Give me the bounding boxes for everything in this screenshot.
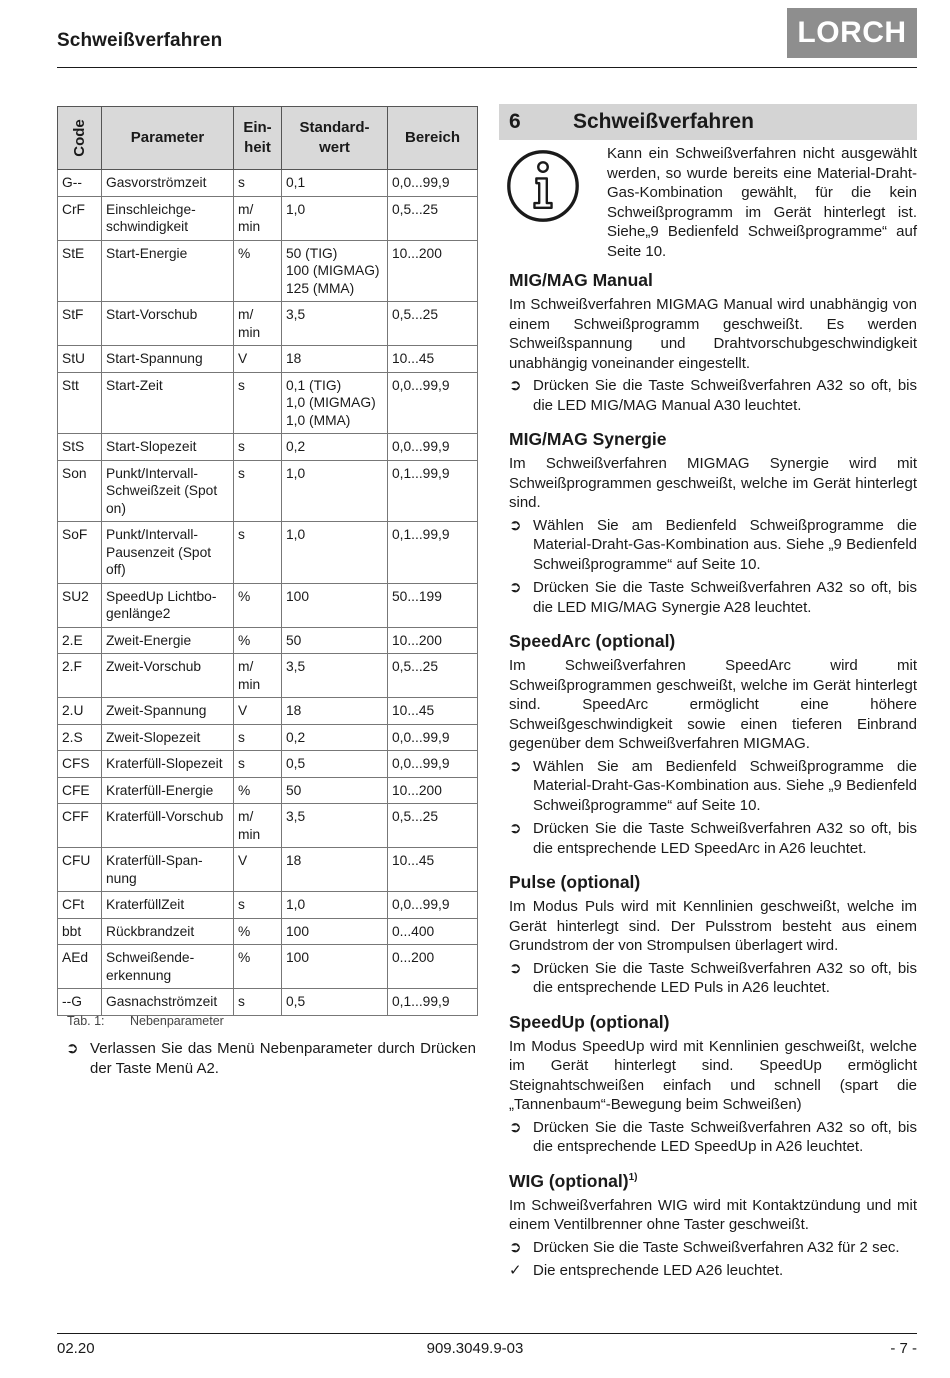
cell-unit: s — [234, 522, 282, 584]
table-row — [58, 460, 478, 522]
cell-standard: 18 — [282, 698, 388, 725]
cell-parameter: Punkt/Intervall- Pausenzeit (Spot off) — [102, 522, 234, 584]
cell-code: SU2 — [58, 583, 102, 627]
step-arrow-icon: ➲ — [509, 1118, 522, 1136]
cell-parameter: Zweit-Energie — [102, 627, 234, 654]
cell-standard: 1,0 — [282, 460, 388, 522]
wig-text: Im Schweißverfahren WIG wird mit Kontaktzündung und mit einem Ventilbrenner ohne Taster geschweißt. — [509, 1196, 917, 1233]
footnote-mark: 1) — [628, 1171, 638, 1183]
cell-unit: m/ min — [234, 654, 282, 698]
cell-range: 0,1...99,9 — [388, 460, 478, 522]
cell-standard: 1,0 — [282, 522, 388, 584]
cell-standard: 3,5 — [282, 302, 388, 346]
table-row — [58, 372, 478, 434]
cell-parameter: Rückbrandzeit — [102, 918, 234, 945]
step-text: Drücken Sie die Taste Schweißverfahren A32 so oft, bis die LED MIG/MAG Synergie A28 leuchtet. — [533, 579, 917, 616]
step-text: Wählen Sie am Bedienfeld Schweißprogramme die Material-Draht-Gas-Kombination aus. Siehe „9 Bedienfeld Schweißprogramme“ auf Seite 10. — [533, 516, 917, 573]
cell-standard: 50 — [282, 627, 388, 654]
cell-standard: 0,1 — [282, 170, 388, 197]
step-arrow-icon: ➲ — [509, 1238, 522, 1256]
table-row — [58, 240, 478, 302]
table-body — [58, 170, 478, 1016]
cell-code: CFt — [58, 892, 102, 919]
footer-doc-number: 909.3049.9-03 — [426, 1340, 524, 1357]
cell-code: CFU — [58, 848, 102, 892]
cell-code: bbt — [58, 918, 102, 945]
table-row — [58, 751, 478, 778]
cell-range: 10...200 — [388, 627, 478, 654]
wig-heading: WIG (optional)$^{1)}$ — [509, 1170, 638, 1191]
cell-parameter: Start-Spannung — [102, 346, 234, 373]
table-caption-text: Nebenparameter — [130, 1014, 224, 1028]
cell-standard: 1,0 — [282, 892, 388, 919]
cell-range: 0,0...99,9 — [388, 170, 478, 197]
wig-step — [509, 1238, 917, 1258]
cell-code: CrF — [58, 196, 102, 240]
cell-code: 2.S — [58, 724, 102, 751]
cell-unit: s — [234, 460, 282, 522]
column-header-range: Bereich — [388, 107, 478, 170]
page-header-title: Schweißverfahren — [57, 30, 223, 51]
cell-parameter: Start-Vorschub — [102, 302, 234, 346]
instruction-step — [509, 819, 917, 858]
cell-unit: s — [234, 434, 282, 461]
cell-range: 0,0...99,9 — [388, 892, 478, 919]
table-row — [58, 698, 478, 725]
process-block — [509, 270, 917, 415]
cell-unit: s — [234, 724, 282, 751]
step-text: Verlassen Sie das Menü Nebenparameter durch Drücken der Taste Menü A2. — [90, 1040, 476, 1077]
cell-parameter: SpeedUp Lichtbo- genlänge2 — [102, 583, 234, 627]
instruction-step — [509, 376, 917, 415]
cell-parameter: Kraterfüll-Span- nung — [102, 848, 234, 892]
cell-standard: 50 — [282, 777, 388, 804]
info-text: Kann ein Schweißverfahren nicht ausgewählt werden, so wurde bereits eine Material-Draht-Gas-Kombination gewählt, für die kein Schweißprogramm im Gerät hinterlegt ist. Siehe„9 Bedienfeld Schweißprogramme“ auf Seite 10. — [607, 145, 917, 260]
step-arrow-icon: ➲ — [509, 579, 522, 596]
cell-unit: m/ min — [234, 196, 282, 240]
cell-unit: s — [234, 989, 282, 1016]
table-caption-number: Tab. 1: — [67, 1014, 105, 1028]
cell-range: 10...45 — [388, 848, 478, 892]
process-heading: MIG/MAG Manual — [509, 270, 653, 290]
step-arrow-icon: ➲ — [509, 820, 522, 837]
table-row — [58, 170, 478, 197]
cell-range: 0...200 — [388, 945, 478, 989]
cell-code: StU — [58, 346, 102, 373]
section-number: 6 — [509, 110, 521, 133]
cell-code: 2.E — [58, 627, 102, 654]
cell-standard: 0,5 — [282, 989, 388, 1016]
cell-parameter: Start-Zeit — [102, 372, 234, 434]
cell-parameter: KraterfüllZeit — [102, 892, 234, 919]
result-text: Die entsprechende LED A26 leuchtet. — [533, 1262, 784, 1279]
table-row — [58, 434, 478, 461]
table-row — [58, 945, 478, 989]
cell-standard: 100 — [282, 945, 388, 989]
cell-parameter: Zweit-Vorschub — [102, 654, 234, 698]
cell-range: 10...200 — [388, 240, 478, 302]
instruction-step — [509, 959, 917, 998]
instruction-step — [509, 757, 917, 816]
step-arrow-icon: ➲ — [509, 959, 522, 977]
process-block — [509, 429, 917, 617]
table-row — [58, 777, 478, 804]
table-row — [58, 346, 478, 373]
cell-code: AEd — [58, 945, 102, 989]
cell-parameter: Zweit-Slopezeit — [102, 724, 234, 751]
wig-block — [509, 1171, 917, 1281]
process-text: Im Modus Puls wird mit Kennlinien geschweißt, welche im Gerät hinterlegt sind. Der Pulsstrom besteht aus einem Grundstrom der von Strompulsen überlagert wird. — [509, 898, 917, 954]
cell-unit: V — [234, 848, 282, 892]
cell-standard: 18 — [282, 848, 388, 892]
step-text: Drücken Sie die Taste Schweißverfahren A32 so oft, bis die entsprechende LED SpeedUp in A26 leuchtet. — [533, 1118, 917, 1155]
cell-range: 0...400 — [388, 918, 478, 945]
cell-standard: 0,1 (TIG) 1,0 (MIGMAG) 1,0 (MMA) — [282, 372, 388, 434]
cell-unit: % — [234, 627, 282, 654]
cell-code: 2.U — [58, 698, 102, 725]
cell-unit: s — [234, 372, 282, 434]
table-row — [58, 804, 478, 848]
header-rule — [57, 67, 917, 68]
info-note — [499, 140, 917, 260]
process-heading: SpeedUp (optional) — [509, 1011, 670, 1032]
table-row — [58, 724, 478, 751]
cell-range: 0,0...99,9 — [388, 434, 478, 461]
cell-unit: % — [234, 945, 282, 989]
cell-standard: 100 — [282, 918, 388, 945]
step-text: Drücken Sie die Taste Schweißverfahren A32 so oft, bis die LED MIG/MAG Manual A30 leuchtet. — [533, 377, 917, 414]
cell-standard: 100 — [282, 583, 388, 627]
process-heading: Pulse (optional) — [509, 872, 641, 892]
process-heading: MIG/MAG Synergie — [509, 429, 667, 449]
column-header-code: Code — [58, 107, 102, 170]
cell-parameter: Punkt/Intervall- Schweißzeit (Spot on) — [102, 460, 234, 522]
table-row — [58, 196, 478, 240]
cell-unit: s — [234, 751, 282, 778]
cell-parameter: Schweißende- erkennung — [102, 945, 234, 989]
step-text: Drücken Sie die Taste Schweißverfahren A32 für 2 sec. — [533, 1238, 900, 1256]
cell-unit: m/ min — [234, 804, 282, 848]
cell-standard: 1,0 — [282, 196, 388, 240]
table-row — [58, 989, 478, 1016]
footer-date: 02.20 — [57, 1340, 95, 1357]
cell-code: CFS — [58, 751, 102, 778]
table-row — [58, 627, 478, 654]
cell-code: Stt — [58, 372, 102, 434]
cell-unit: V — [234, 698, 282, 725]
section-welding-processes — [499, 104, 917, 260]
cell-unit: s — [234, 170, 282, 197]
cell-code: --G — [58, 989, 102, 1016]
step-arrow-icon: ➲ — [509, 377, 522, 394]
section-heading — [499, 104, 917, 140]
step-text: Drücken Sie die Taste Schweißverfahren A32 so oft, bis die entsprechende LED Puls in A26 leuchtet. — [533, 959, 917, 996]
section-title: Schweißverfahren — [573, 110, 754, 133]
cell-standard: 0,2 — [282, 724, 388, 751]
section-content — [509, 270, 917, 1295]
process-text: Im Modus SpeedUp wird mit Kennlinien geschweißt, welche im Gerät hinterlegt sind. SpeedUp ermöglicht Steignahtschweißen einfach und schnell (spart die „Tannenbaum“-Bewegung beim Schweißen) — [509, 1037, 917, 1113]
table-row — [58, 583, 478, 627]
cell-code: G-- — [58, 170, 102, 197]
cell-code: StS — [58, 434, 102, 461]
cell-parameter: Kraterfüll-Slopezeit — [102, 751, 234, 778]
cell-range: 10...45 — [388, 698, 478, 725]
cell-range: 0,5...25 — [388, 804, 478, 848]
process-text: Im Schweißverfahren MIGMAG Manual wird unabhängig von einem Schweißprogramm geschweißt. Es werden Schweißspannung und Drahtvorschubgeschwindigkeit unabhängig voneinander eingestellt. — [509, 296, 917, 372]
cell-range: 0,0...99,9 — [388, 751, 478, 778]
table-row — [58, 654, 478, 698]
cell-range: 10...200 — [388, 777, 478, 804]
process-text: Im Schweißverfahren MIGMAG Synergie wird mit Schweißprogrammen geschweißt, welche im Gerät hinterlegt sind. — [509, 455, 917, 511]
cell-range: 0,1...99,9 — [388, 989, 478, 1016]
cell-parameter: Kraterfüll-Vorschub — [102, 804, 234, 848]
cell-standard: 0,5 — [282, 751, 388, 778]
cell-unit: % — [234, 240, 282, 302]
exit-menu-step — [66, 1039, 476, 1078]
table-header-row — [58, 107, 478, 170]
cell-code: StE — [58, 240, 102, 302]
cell-parameter: Start-Energie — [102, 240, 234, 302]
process-text: Im Schweißverfahren SpeedArc wird mit Schweißprogrammen geschweißt, welche im Gerät hinterlegt sind. SpeedArc ermöglicht eine höhere Schweißgeschwindigkeit sowie einen tieferen Einbrand gegenüber dem Schweißverfahren MIGMAG. — [509, 657, 917, 752]
table-row — [58, 892, 478, 919]
step-text: Drücken Sie die Taste Schweißverfahren A32 so oft, bis die entsprechende LED SpeedArc in A26 leuchtet. — [533, 820, 917, 857]
process-block — [509, 631, 917, 858]
wig-result — [509, 1261, 917, 1281]
process-heading: SpeedArc (optional) — [509, 631, 676, 651]
cell-unit: m/ min — [234, 302, 282, 346]
column-header-standard: Standard- wert — [282, 107, 388, 170]
cell-standard: 50 (TIG) 100 (MIGMAG) 125 (MMA) — [282, 240, 388, 302]
cell-standard: 0,2 — [282, 434, 388, 461]
cell-code: CFE — [58, 777, 102, 804]
cell-range: 0,0...99,9 — [388, 724, 478, 751]
cell-unit: % — [234, 918, 282, 945]
cell-unit: % — [234, 583, 282, 627]
step-arrow-icon: ➲ — [66, 1040, 79, 1057]
table-row — [58, 522, 478, 584]
process-block — [509, 872, 917, 998]
footer-page-number: - 7 - — [890, 1340, 917, 1357]
cell-unit: V — [234, 346, 282, 373]
cell-range: 0,5...25 — [388, 196, 478, 240]
instruction-step — [509, 1118, 917, 1157]
table-caption — [67, 1014, 224, 1028]
cell-parameter: Zweit-Spannung — [102, 698, 234, 725]
cell-code: StF — [58, 302, 102, 346]
cell-parameter: Kraterfüll-Energie — [102, 777, 234, 804]
cell-range: 0,5...25 — [388, 654, 478, 698]
cell-code: SoF — [58, 522, 102, 584]
process-blocks — [509, 270, 917, 1157]
lorch-logo: LORCH — [787, 8, 917, 58]
cell-range: 0,1...99,9 — [388, 522, 478, 584]
checkmark-icon: ✓ — [509, 1262, 522, 1279]
process-block — [509, 1012, 917, 1157]
cell-range: 0,5...25 — [388, 302, 478, 346]
instruction-step — [509, 578, 917, 617]
cell-range: 0,0...99,9 — [388, 372, 478, 434]
cell-parameter: Gasnachströmzeit — [102, 989, 234, 1016]
table-row — [58, 848, 478, 892]
cell-range: 10...45 — [388, 346, 478, 373]
cell-standard: 3,5 — [282, 804, 388, 848]
step-arrow-icon: ➲ — [509, 516, 522, 534]
step-text: Wählen Sie am Bedienfeld Schweißprogramme die Material-Draht-Gas-Kombination aus. Siehe „9 Bedienfeld Schweißprogramme“ auf Seite 10. — [533, 757, 917, 814]
cell-unit: % — [234, 777, 282, 804]
column-header-unit: Ein- heit — [234, 107, 282, 170]
cell-range: 50...199 — [388, 583, 478, 627]
cell-parameter: Einschleichge- schwindigkeit — [102, 196, 234, 240]
cell-standard: 18 — [282, 346, 388, 373]
table-row — [58, 918, 478, 945]
cell-code: 2.F — [58, 654, 102, 698]
cell-parameter: Gasvorströmzeit — [102, 170, 234, 197]
cell-parameter: Start-Slopezeit — [102, 434, 234, 461]
cell-code: Son — [58, 460, 102, 522]
instruction-step — [509, 516, 917, 575]
footer-rule — [57, 1333, 917, 1334]
table-row — [58, 302, 478, 346]
column-header-parameter: Parameter — [102, 107, 234, 170]
parameter-table — [57, 106, 478, 1016]
cell-unit: s — [234, 892, 282, 919]
info-icon — [505, 148, 581, 224]
cell-standard: 3,5 — [282, 654, 388, 698]
cell-code: CFF — [58, 804, 102, 848]
step-arrow-icon: ➲ — [509, 757, 522, 775]
